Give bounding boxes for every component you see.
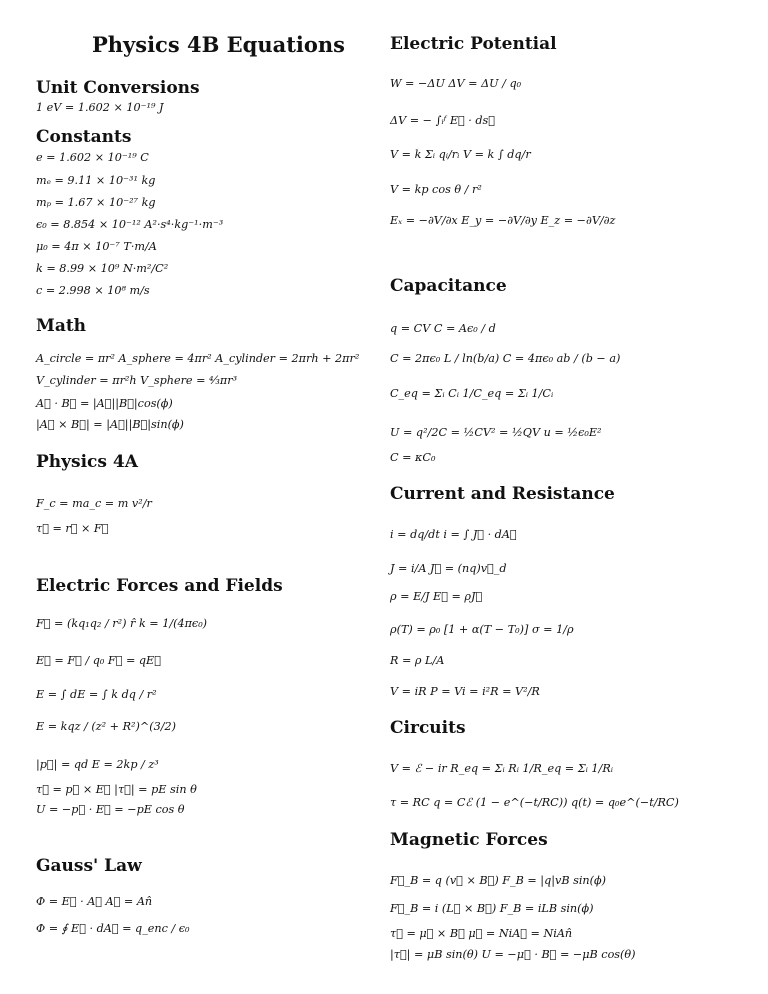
equation-line: E = kqz / (z² + R²)^(3/2) <box>36 720 176 733</box>
section-heading-forces: Electric Forces and Fields <box>36 576 283 596</box>
equation-line: C_eq = Σᵢ Cᵢ 1/C_eq = Σᵢ 1/Cᵢ <box>390 387 554 400</box>
equation-line: τ⃗ = r⃗ × F⃗ <box>36 522 109 535</box>
equation-line: Eₓ = −∂V/∂x E_y = −∂V/∂y E_z = −∂V/∂z <box>390 214 616 227</box>
equation-line: U = −p⃗ · E⃗ = −pE cos θ <box>36 803 185 816</box>
equation-line: τ = RC q = Cℰ (1 − e^(−t/RC)) q(t) = q₀e^(−t/RC) <box>390 796 679 809</box>
equation-line: ρ = E/J E⃗ = ρJ⃗ <box>390 590 483 603</box>
equation-line: R = ρ L/A <box>390 654 445 667</box>
section-heading-physics4a: Physics 4A <box>36 452 138 472</box>
section-heading-gauss: Gauss' Law <box>36 856 142 876</box>
equation-line: W = −ΔU ΔV = ΔU / q₀ <box>390 77 522 90</box>
section-heading-capacitance: Capacitance <box>390 276 507 296</box>
equation-line: q = CV C = Aϵ₀ / d <box>390 322 496 335</box>
equation-line: J = i/A J⃗ = (nq)v⃗_d <box>390 562 507 575</box>
equation-line: mₑ = 9.11 × 10⁻³¹ kg <box>36 174 156 187</box>
section-heading-math: Math <box>36 316 87 336</box>
equation-line: 1 eV = 1.602 × 10⁻¹⁹ J <box>36 101 164 114</box>
equation-line: ΔV = − ∫ᵢᶠ E⃗ · ds⃗ <box>390 114 495 127</box>
equation-line: V = ℰ − ir R_eq = Σᵢ Rᵢ 1/R_eq = Σᵢ 1/Rᵢ <box>390 762 613 775</box>
equation-line: A_circle = πr² A_sphere = 4πr² A_cylinder = 2πrh + 2πr² <box>36 352 360 365</box>
equation-line: μ₀ = 4π × 10⁻⁷ T·m/A <box>36 240 157 253</box>
section-heading-circuits: Circuits <box>390 718 466 738</box>
equation-line: mₚ = 1.67 × 10⁻²⁷ kg <box>36 196 156 209</box>
equation-line: F⃗ = (kq₁q₂ / r²) r̂ k = 1/(4πϵ₀) <box>36 617 208 630</box>
equation-line: U = q²/2C = ½CV² = ½QV u = ½ϵ₀E² <box>390 426 602 439</box>
equation-line: E = ∫ dE = ∫ k dq / r² <box>36 688 157 701</box>
equation-line: k = 8.99 × 10⁹ N·m²/C² <box>36 262 169 275</box>
equation-line: τ⃗ = p⃗ × E⃗ |τ⃗| = pE sin θ <box>36 783 197 796</box>
equation-line: C = 2πϵ₀ L / ln(b/a) C = 4πϵ₀ ab / (b − a) <box>390 352 621 365</box>
equation-line: |τ⃗| = μB sin(θ) U = −μ⃗ · B⃗ = −μB cos(θ) <box>390 948 636 961</box>
page-title: Physics 4B Equations <box>92 32 345 57</box>
section-heading-constants: Constants <box>36 127 132 147</box>
equation-line: F⃗_B = i (L⃗ × B⃗) F_B = iLB sin(ϕ) <box>390 902 594 915</box>
section-heading-magnetic: Magnetic Forces <box>390 830 548 850</box>
equation-line: V = kp cos θ / r² <box>390 183 482 196</box>
equation-line: ρ(T) = ρ₀ [1 + α(T − T₀)] σ = 1/ρ <box>390 623 574 636</box>
equation-line: A⃗ · B⃗ = |A⃗||B⃗|cos(ϕ) <box>36 397 173 410</box>
section-heading-potential: Electric Potential <box>390 34 557 54</box>
equation-line: C = κC₀ <box>390 451 436 464</box>
equation-line: V_cylinder = πr²h V_sphere = ⁴⁄₃πr³ <box>36 374 238 387</box>
equation-line: V = k Σᵢ qᵢ/rᵢ V = k ∫ dq/r <box>390 148 531 161</box>
section-heading-units: Unit Conversions <box>36 78 200 98</box>
equation-line: Φ = E⃗ · A⃗ A⃗ = An̂ <box>36 895 153 908</box>
equation-line: F_c = ma_c = m v²/r <box>36 497 152 510</box>
equation-line: Φ = ∮ E⃗ · dA⃗ = q_enc / ϵ₀ <box>36 922 190 935</box>
equation-line: F⃗_B = q (v⃗ × B⃗) F_B = |q|vB sin(ϕ) <box>390 874 606 887</box>
equation-line: V = iR P = Vi = i²R = V²/R <box>390 685 540 698</box>
equation-line: c = 2.998 × 10⁸ m/s <box>36 284 150 297</box>
equation-line: i = dq/dt i = ∫ J⃗ · dA⃗ <box>390 528 517 541</box>
equation-line: τ⃗ = μ⃗ × B⃗ μ⃗ = NiA⃗ = NiAn̂ <box>390 927 573 940</box>
equation-line: |p⃗| = qd E = 2kp / z³ <box>36 758 159 771</box>
equation-line: e = 1.602 × 10⁻¹⁹ C <box>36 151 149 164</box>
equation-line: ϵ₀ = 8.854 × 10⁻¹² A²·s⁴·kg⁻¹·m⁻³ <box>36 218 224 231</box>
equation-line: E⃗ = F⃗ / q₀ F⃗ = qE⃗ <box>36 654 161 667</box>
section-heading-current: Current and Resistance <box>390 484 615 504</box>
equation-line: |A⃗ × B⃗| = |A⃗||B⃗|sin(ϕ) <box>36 418 184 431</box>
